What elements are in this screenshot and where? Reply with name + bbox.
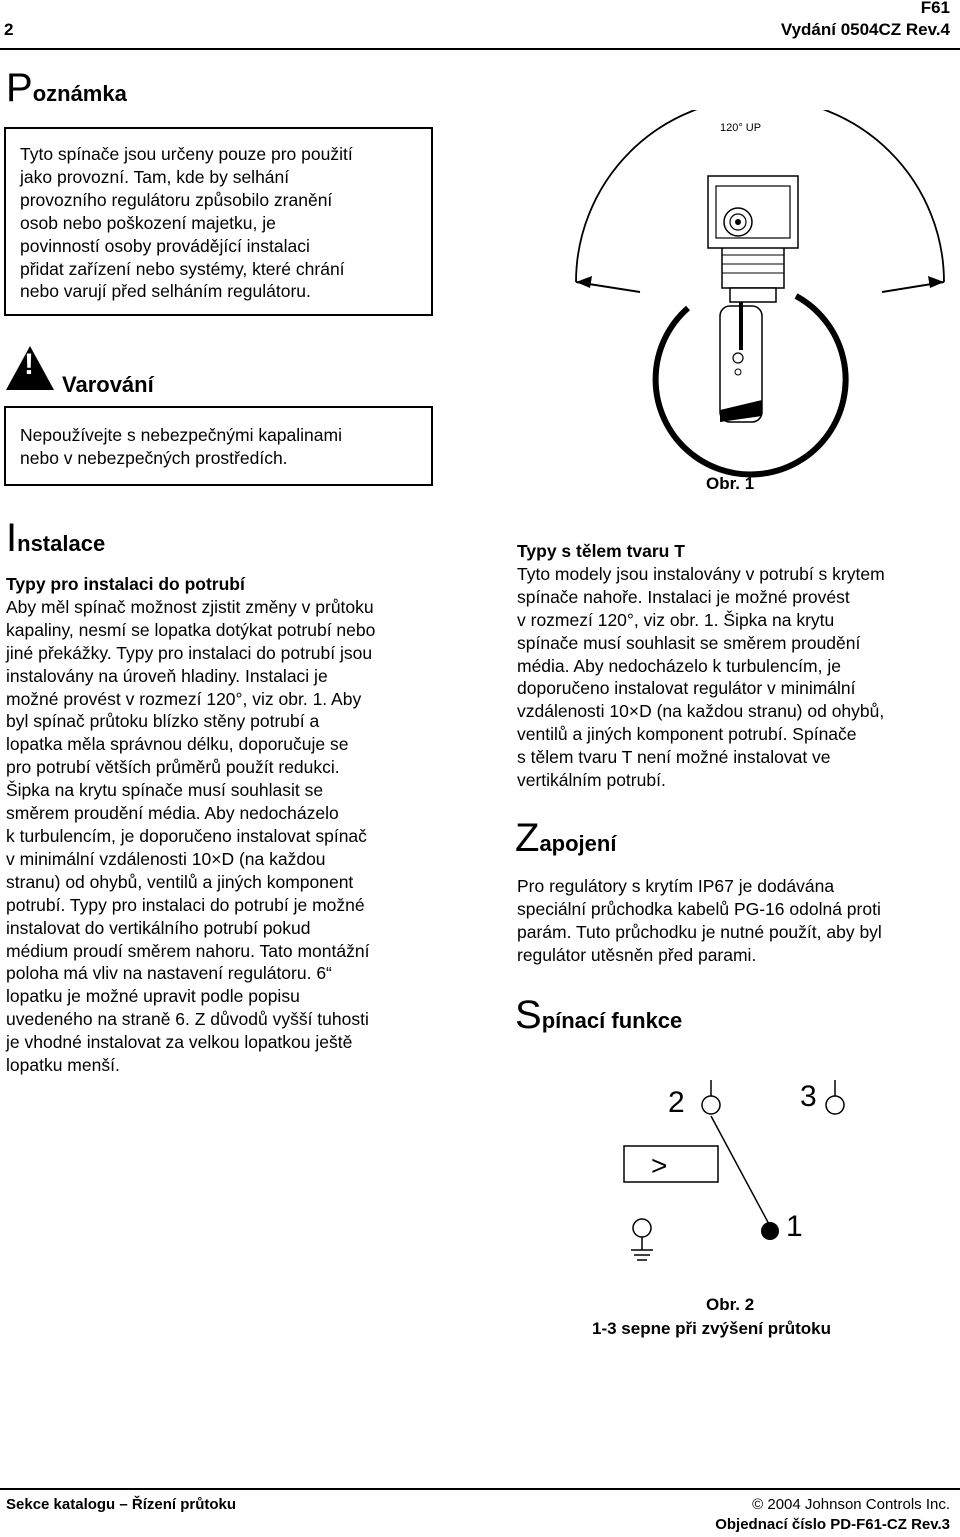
ttype-line: ventilů a jiných komponent potrubí. Spínače [517,724,857,745]
ttype-subheading: Typy s tělem tvaru T [517,541,685,561]
wiring-heading [515,818,616,858]
terminal-1-label: 1 [786,1210,803,1243]
flow-box [624,1146,718,1182]
figure-1-drawing [570,110,960,500]
terminal-2-label: 2 [668,1086,685,1119]
install-line: jiné překážky. Typy pro instalaci do potrubí jsou [6,642,373,663]
note-line: provozního regulátoru způsobilo zranění [20,189,333,210]
figure-1-caption: Obr. 1 [706,474,755,493]
ttype-section [517,540,957,792]
wiring-section [517,875,957,967]
install-line: lopatku je možné upravit podle popisu [6,986,300,1007]
install-line: je vhodné instalovat za velkou lopatkou ještě [6,1032,353,1053]
ttype-line: doporučeno instalovat regulátor v minimální [517,678,856,699]
install-line: poloha má vliv na nastavení regulátoru. 6“ [6,963,332,984]
install-line: k turbulencím, je doporučeno instalovat spínač [6,825,367,846]
note-line: jako provozní. Tam, kde by selhání [20,166,290,187]
note-line: Tyto spínače jsou určeny pouze pro použití [20,144,353,164]
install-section [6,573,456,1077]
install-line: stranu) od ohybů, ventilů a jiných komponent [6,871,354,892]
install-line: Šipka na krytu spínače musí souhlasit se [6,780,324,801]
switching-heading [515,995,682,1035]
ttype-line: média. Aby nedocházelo k turbulencím, je [517,655,841,676]
switching-heading-cap: S [515,993,542,1037]
install-text [6,596,456,1077]
note-heading [6,68,127,108]
warning-box [4,406,433,486]
footer-rule [0,1488,960,1490]
figure-2-caption: Obr. 2 [706,1295,755,1314]
install-line: pro potrubí větších průměrů použít redukci. [6,757,340,778]
footer-copyright: © 2004 Johnson Controls Inc. [752,1496,950,1513]
figure-2-subcaption: 1-3 sepne při zvýšení průtoku [592,1319,832,1338]
warning-line: nebo v nebezpečných prostředích. [20,447,288,468]
contact-lever [711,1116,770,1226]
ttype-line: spínače nahoře. Instalaci je možné provést [517,586,850,607]
install-line: lopatku menší. [6,1055,120,1076]
install-line: instalovat do vertikálního potrubí pokud [6,917,311,938]
terminal-2-icon [702,1096,720,1114]
install-heading-rest: nstalace [17,531,106,556]
note-text [20,143,353,303]
ttype-line: spínače musí souhlasit se směrem proudění [517,632,861,653]
angle-label: 120° UP [720,122,762,134]
arrow-right-icon [928,276,944,288]
ttype-line: v rozmezí 120°, viz obr. 1. Šipka na krytu [517,609,835,630]
install-line: médium proudí směrem nahoru. Tato montážní [6,940,370,961]
page-number: 2 [4,20,14,39]
switching-heading-rest: pínací funkce [541,1008,683,1033]
wiring-line: parám. Tuto průchodku je nutné použít, aby byl [517,921,882,942]
wiring-heading-cap: Z [515,816,540,860]
note-line: povinností osoby provádějící instalaci [20,235,310,256]
note-box [4,127,433,316]
arrow-left-icon [576,276,592,288]
install-subheading: Typy pro instalaci do potrubí [6,574,245,594]
warning-line: Nepoužívejte s nebezpečnými kapalinami [20,425,342,445]
terminal-1-icon [761,1222,779,1240]
install-line: byl spínač průtoku blízko stěny potrubí a [6,711,320,732]
install-line: Aby měl spínač možnost zjistit změny v průtoku [6,596,374,617]
note-line: osob nebo poškození majetku, je [20,212,276,233]
install-line: instalovány na úroveň hladiny. Instalaci je [6,665,328,686]
note-heading-cap: P [6,66,33,110]
install-heading [6,518,105,558]
note-line: přidat zařízení nebo systémy, které chrání [20,258,345,279]
install-line: lopatka měla správnou délku, doporučuje se [6,734,349,755]
wiring-line: Pro regulátory s krytím IP67 je dodávána [517,876,835,896]
warning-text [20,424,342,470]
ttype-line: s tělem tvaru T není možné instalovat ve [517,747,831,768]
install-line: možné provést v rozmezí 120°, viz obr. 1. Aby [6,688,362,709]
ttype-line: Tyto modely jsou instalovány v potrubí s krytem [517,563,885,584]
install-line: potrubí. Typy pro instalaci do potrubí je možné [6,894,365,915]
terminal-3-icon [826,1096,844,1114]
note-line: nebo varují před selháním regulátoru. [20,281,311,302]
footer-order-number: Objednací číslo PD-F61-CZ Rev.3 [715,1516,950,1533]
flow-symbol: > [651,1150,668,1181]
install-line: v minimální vzdálenosti 10×D (na každou [6,848,326,869]
warning-mark: ! [24,348,34,381]
header-rule [0,48,960,50]
install-heading-cap: I [6,516,18,560]
edition: Vydání 0504CZ Rev.4 [780,20,950,39]
ttype-line: vertikálním potrubí. [517,770,666,791]
install-line: kapaliny, nesmí se lopatka dotýkat potrubí nebo [6,619,376,640]
terminal-3-label: 3 [800,1080,817,1113]
ttype-line: vzdálenosti 10×D (na každou stranu) od ohybů, [517,701,885,722]
warning-heading: Varování [62,372,154,397]
product-code: F61 [920,0,950,17]
footer-section: Sekce katalogu – Řízení průtoku [6,1496,237,1513]
wiring-heading-rest: apojení [539,831,617,856]
wiring-line: speciální průchodka kabelů PG-16 odolná proti [517,898,881,919]
wiring-line: regulátor utěsněn před parami. [517,944,757,965]
wiring-text [517,875,957,967]
note-heading-rest: oznámka [32,81,127,106]
ground-terminal-icon [633,1219,651,1237]
ttype-text [517,563,957,792]
install-line: uvedeného na straně 6. Z důvodů vyšší tuhosti [6,1009,369,1030]
install-line: směrem proudění média. Aby nedocházelo [6,803,339,824]
